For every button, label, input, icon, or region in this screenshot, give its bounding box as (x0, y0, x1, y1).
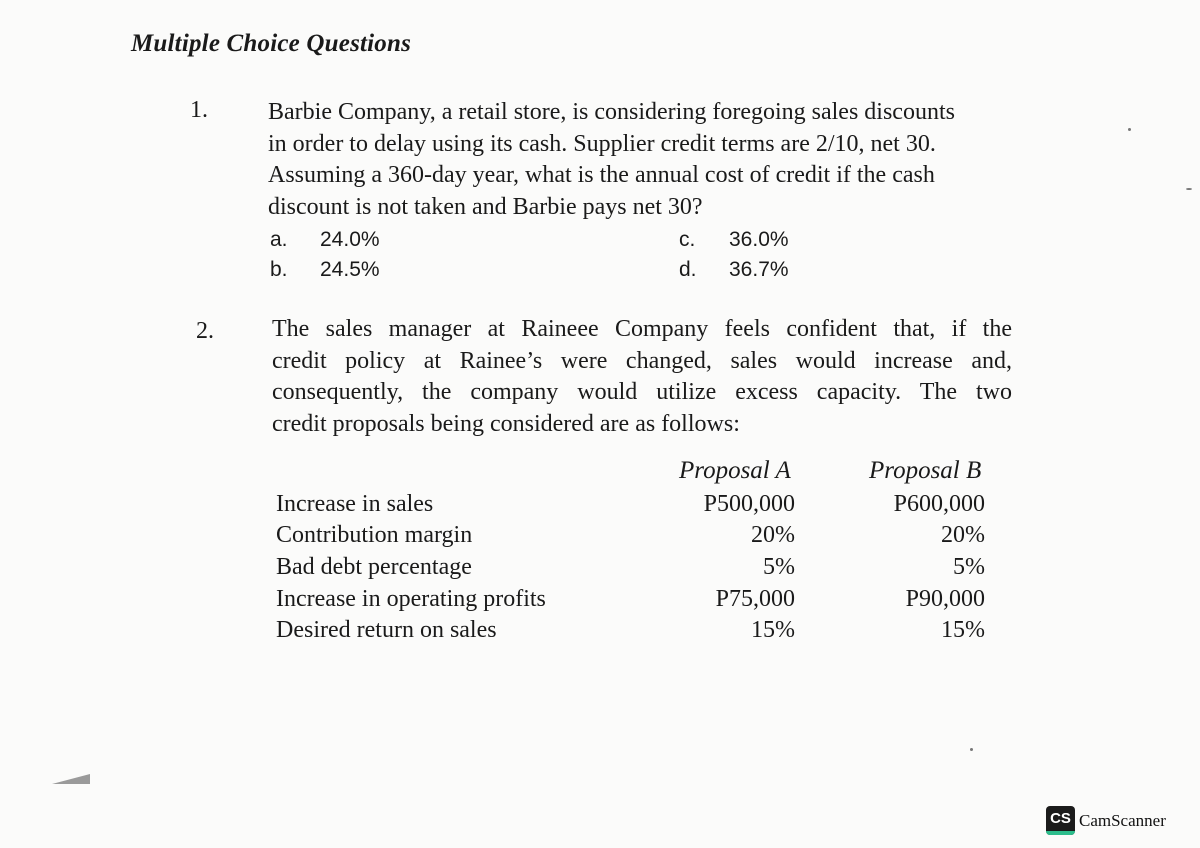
question-1-line: in order to delay using its cash. Supplier credit terms are 2/10, net 30. (268, 130, 936, 157)
question-1-line: Barbie Company, a retail store, is considering foregoing sales discounts (268, 99, 955, 125)
scan-speck (1128, 128, 1131, 131)
choice-text: 36.0% (729, 228, 789, 251)
table-cell-proposal-a: 20% (751, 522, 795, 548)
table-cell-proposal-b: 5% (953, 554, 985, 580)
question-2-number: 2. (196, 318, 214, 344)
choice-text: 24.5% (320, 258, 380, 281)
table-row-label: Contribution margin (276, 522, 473, 548)
question-1-number: 1. (190, 97, 208, 123)
question-1-text (268, 97, 1028, 223)
choice-c (679, 228, 789, 252)
table-row-label: Increase in sales (276, 491, 434, 517)
table-header-proposal-a: Proposal A (679, 457, 791, 484)
choice-letter: b. (270, 258, 288, 281)
camscanner-app-name: CamScanner (1079, 810, 1166, 830)
choice-text: 36.7% (729, 258, 789, 281)
choice-d (679, 258, 789, 282)
choice-b (270, 258, 380, 282)
table-cell-proposal-b: 15% (941, 617, 985, 643)
question-1-line: discount is not taken and Barbie pays net 30? (268, 193, 703, 220)
choice-letter: c. (679, 228, 696, 251)
scan-edge-mark (52, 768, 90, 784)
question-2-text (272, 314, 1012, 440)
table-cell-proposal-a: 5% (763, 554, 795, 580)
choice-letter: d. (679, 258, 697, 281)
table-cell-proposal-a: P75,000 (715, 586, 795, 612)
question-1-line: Assuming a 360-day year, what is the annual cost of credit if the cash (268, 162, 935, 188)
table-row-label: Bad debt percentage (276, 554, 472, 580)
table-cell-proposal-b: P600,000 (893, 491, 985, 517)
question-2-line: credit policy at Rainee’s were changed, sales would increase and, (272, 347, 1012, 374)
question-2-line: credit proposals being considered are as follows: (272, 410, 740, 437)
question-2-line: The sales manager at Raineee Company feels confident that, if the (272, 316, 1012, 342)
camscanner-logo-icon: CS (1046, 806, 1075, 835)
table-header-proposal-b: Proposal B (869, 457, 982, 484)
table-cell-proposal-b: P90,000 (905, 586, 985, 612)
table-row-label: Increase in operating profits (276, 586, 546, 612)
table-cell-proposal-b: 20% (941, 522, 985, 548)
section-heading: Multiple Choice Questions (131, 30, 412, 57)
choice-text: 24.0% (320, 228, 380, 251)
table-cell-proposal-a: 15% (751, 617, 795, 643)
choice-a (270, 228, 380, 252)
table-cell-proposal-a: P500,000 (703, 491, 795, 517)
question-2-line: consequently, the company would utilize excess capacity. The two (272, 379, 1012, 405)
camscanner-watermark (1046, 806, 1166, 835)
choice-letter: a. (270, 228, 288, 251)
table-row-label: Desired return on sales (276, 617, 497, 643)
scan-speck (970, 748, 973, 751)
scan-speck (1186, 188, 1192, 190)
